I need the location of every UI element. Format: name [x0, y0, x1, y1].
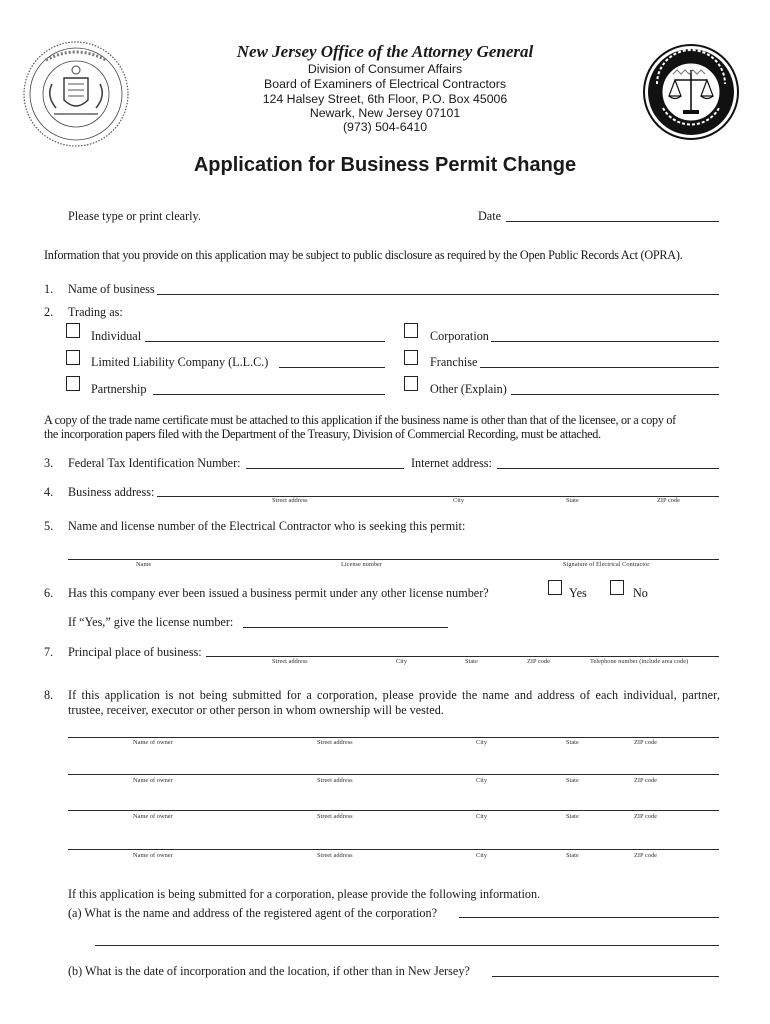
owner-row-field[interactable]: [68, 849, 719, 850]
registered-agent-field[interactable]: [459, 917, 719, 918]
sub-label: State: [465, 658, 478, 665]
internet-address-field[interactable]: [497, 468, 719, 469]
yes-label: Yes: [569, 586, 587, 600]
prior-license-label: If “Yes,” give the license number:: [68, 615, 234, 629]
yes-checkbox[interactable]: [548, 580, 562, 595]
business-name-field[interactable]: [157, 294, 719, 295]
header-line: Newark, New Jersey 07101: [309, 106, 461, 120]
corporation-label: Corporation: [430, 329, 489, 343]
corporation-field[interactable]: [491, 341, 719, 342]
sub-label: Name of owner: [133, 777, 173, 784]
prior-license-field[interactable]: [243, 627, 448, 628]
sub-label: State: [566, 739, 579, 746]
incorporation-date-field[interactable]: [492, 976, 719, 977]
no-checkbox[interactable]: [610, 580, 624, 595]
owner-row-field[interactable]: [68, 774, 719, 775]
sub-label: Street address: [317, 739, 353, 746]
franchise-field[interactable]: [480, 367, 719, 368]
sub-label: Street address: [272, 497, 308, 504]
sub-label: City: [476, 813, 488, 820]
incorporation-date-label: (b) What is the date of incorporation and the location, if other than in New Jersey?: [68, 964, 470, 978]
date-field[interactable]: [506, 221, 719, 222]
llc-checkbox[interactable]: [66, 350, 80, 365]
principal-place-label: Principal place of business:: [68, 645, 202, 659]
nj-state-seal: [22, 40, 130, 148]
question-number: 4.: [44, 485, 54, 499]
business-name-label: Name of business: [68, 282, 155, 296]
sub-label: State: [566, 813, 579, 820]
sub-label: Street address: [317, 852, 353, 859]
individual-checkbox[interactable]: [66, 323, 80, 338]
print-clearly-instruction: Please type or print clearly.: [68, 209, 201, 223]
question-number: 7.: [44, 645, 54, 659]
question-number: 8.: [44, 688, 54, 702]
sub-label: Telephone number (include area code): [590, 658, 689, 665]
partnership-checkbox[interactable]: [66, 376, 80, 391]
header-line: 124 Halsey Street, 6th Floor, P.O. Box 45006: [262, 92, 508, 106]
question-number: 5.: [44, 519, 54, 533]
other-checkbox[interactable]: [404, 376, 418, 391]
contractor-label: Name and license number of the Electrical Contractor who is seeking this permit:: [68, 519, 466, 533]
ownership-question: If this application is not being submitted for a corporation, please provide the name and address of each individual, partner,: [68, 688, 720, 702]
partnership-field[interactable]: [153, 394, 385, 395]
agency-name: New Jersey Office of the Attorney General: [236, 42, 534, 61]
ownership-question: trustee, receiver, executor or other person in whom ownership will be vested.: [68, 703, 444, 717]
sub-label: City: [396, 658, 408, 665]
trade-name-notice: the incorporation papers filed with the Department of the Treasury, Division of Commercial Recording, must be attached.: [44, 427, 601, 441]
sub-label: ZIP code: [634, 813, 658, 820]
sub-label: State: [566, 497, 579, 504]
prior-permit-question: Has this company ever been issued a business permit under any other license number?: [68, 586, 489, 600]
sub-label: ZIP code: [527, 658, 551, 665]
sub-label: Street address: [317, 777, 353, 784]
sub-label: State: [566, 777, 579, 784]
sub-label: License number: [341, 561, 382, 568]
llc-field[interactable]: [279, 367, 385, 368]
corporation-checkbox[interactable]: [404, 323, 418, 338]
sub-label: Name: [136, 561, 152, 568]
other-explain-label: Other (Explain): [430, 382, 507, 396]
owner-row-field[interactable]: [68, 737, 719, 738]
principal-place-field[interactable]: [206, 656, 719, 657]
trade-name-notice: A copy of the trade name certificate must be attached to this application if the business name is other than that of the licensee, or a copy of: [44, 413, 676, 427]
attorney-general-seal: [643, 44, 739, 140]
individual-field[interactable]: [145, 341, 385, 342]
tax-id-label: Federal Tax Identification Number:: [68, 456, 241, 470]
header-line: (973) 504-6410: [342, 120, 428, 134]
sub-label: State: [566, 852, 579, 859]
date-label: Date: [478, 209, 502, 223]
sub-label: ZIP code: [634, 777, 658, 784]
franchise-label: Franchise: [430, 355, 478, 369]
sub-label: Street address: [317, 813, 353, 820]
no-label: No: [633, 586, 648, 600]
question-number: 3.: [44, 456, 54, 470]
individual-label: Individual: [91, 329, 142, 343]
business-address-field[interactable]: [157, 496, 719, 497]
sub-label: ZIP code: [634, 852, 658, 859]
sub-label: City: [476, 852, 488, 859]
contractor-field[interactable]: [68, 559, 719, 560]
sub-label: Name of owner: [133, 813, 173, 820]
partnership-label: Partnership: [91, 382, 147, 396]
registered-agent-field-2[interactable]: [95, 945, 719, 946]
sub-label: ZIP code: [657, 497, 681, 504]
header-line: Division of Consumer Affairs: [307, 62, 463, 76]
business-address-label: Business address:: [68, 485, 155, 499]
franchise-checkbox[interactable]: [404, 350, 418, 365]
other-explain-field[interactable]: [511, 394, 719, 395]
sub-label: City: [453, 497, 465, 504]
sub-label: City: [476, 739, 488, 746]
sub-label: City: [476, 777, 488, 784]
question-number: 6.: [44, 586, 54, 600]
internet-address-label: Internet address:: [411, 456, 492, 470]
page-title: Application for Business Permit Change: [193, 154, 577, 176]
sub-label: ZIP code: [634, 739, 658, 746]
trading-as-label: Trading as:: [68, 305, 123, 319]
question-number: 2.: [44, 305, 54, 319]
sub-label: Name of owner: [133, 852, 173, 859]
question-number: 1.: [44, 282, 54, 296]
sub-label: Signature of Electrical Contractor: [563, 561, 650, 568]
sub-label: Name of owner: [133, 739, 173, 746]
header-line: Board of Examiners of Electrical Contractors: [264, 77, 506, 91]
owner-row-field[interactable]: [68, 810, 719, 811]
corporation-intro: If this application is being submitted for a corporation, please provide the following information.: [68, 887, 541, 901]
sub-label: Street address: [272, 658, 308, 665]
tax-id-field[interactable]: [246, 468, 404, 469]
registered-agent-label: (a) What is the name and address of the registered agent of the corporation?: [68, 906, 437, 920]
opra-notice: Information that you provide on this application may be subject to public disclosure as required by the Open Public Records Act (OPRA).: [44, 248, 683, 262]
llc-label: Limited Liability Company (L.L.C.): [91, 355, 269, 369]
